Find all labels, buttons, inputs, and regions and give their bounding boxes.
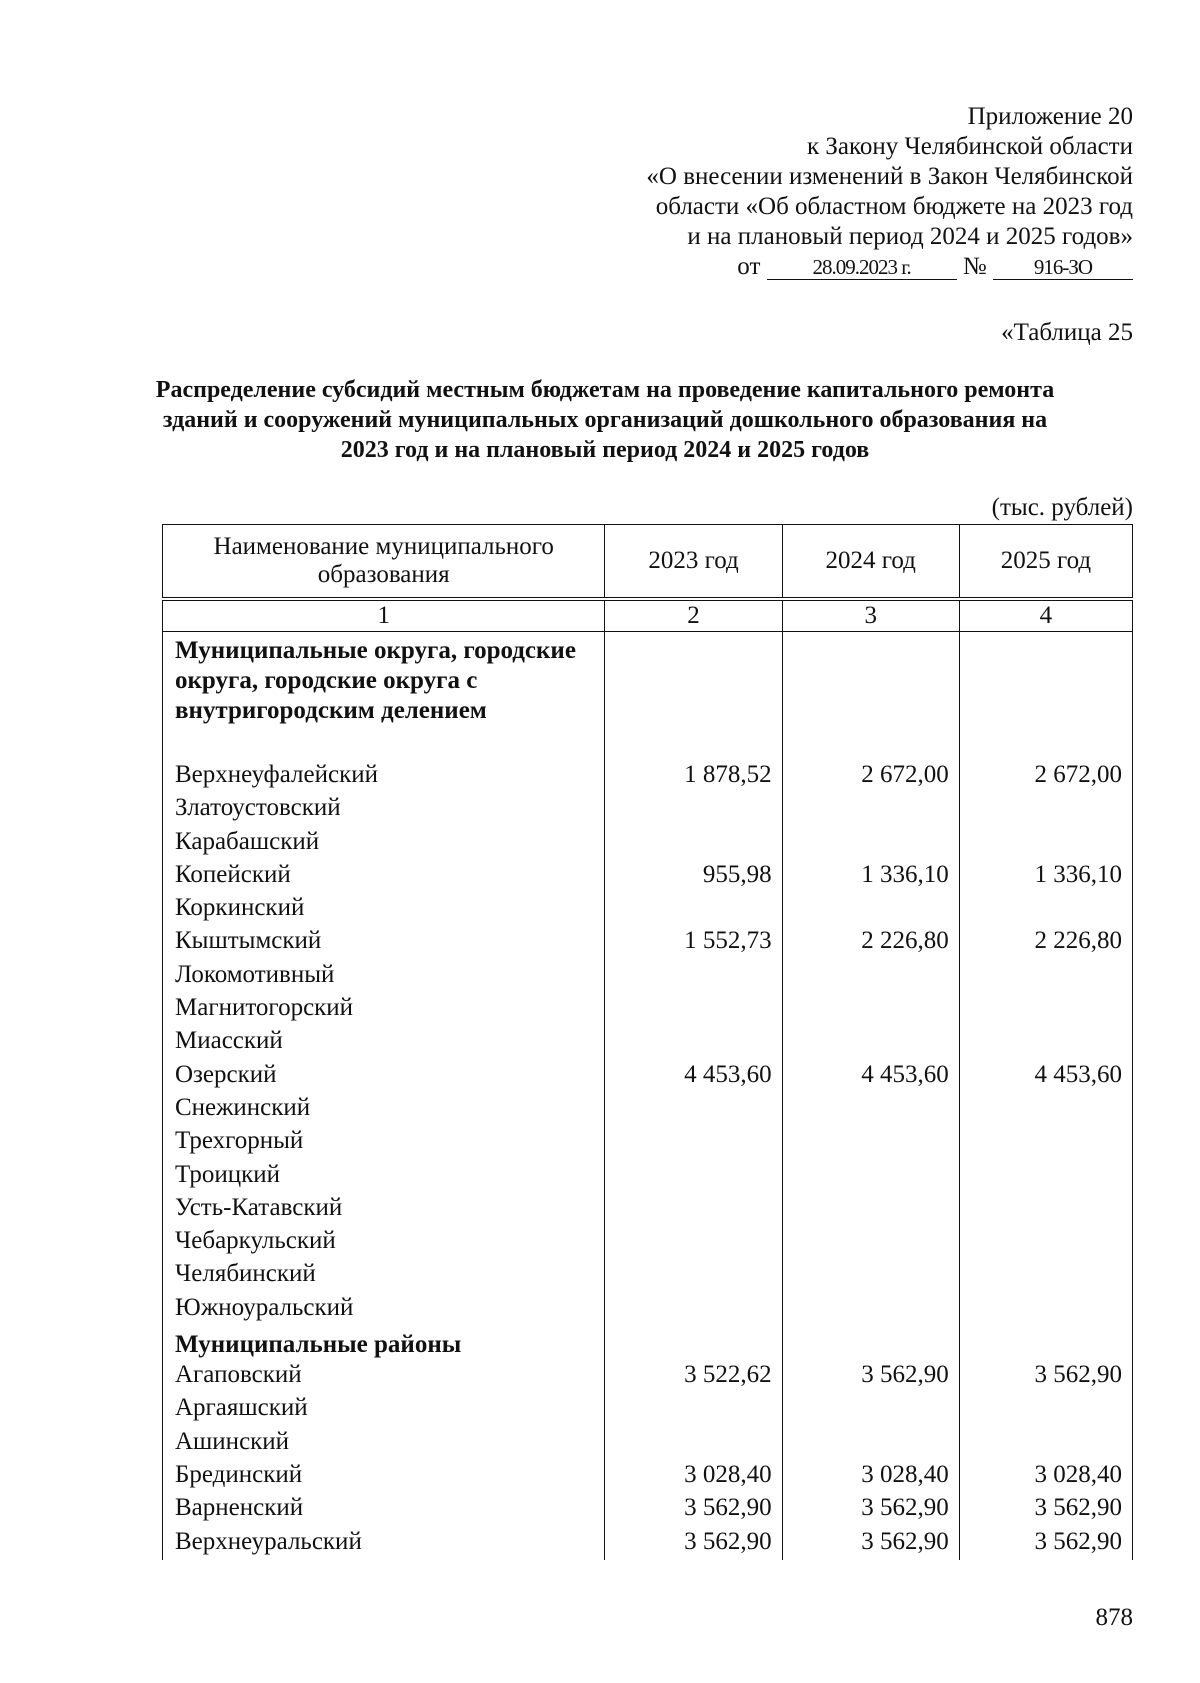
value-2023	[605, 1293, 782, 1326]
column-number: 3	[782, 599, 959, 632]
value-2025	[959, 793, 1132, 826]
column-header-2023: 2023 год	[605, 525, 782, 600]
value-2024: 4 453,60	[782, 1060, 959, 1093]
value-2023: 1 552,73	[605, 926, 782, 959]
value-2023: 3 562,90	[605, 1493, 782, 1526]
table-body	[163, 632, 1133, 1560]
value-2024	[782, 1226, 959, 1259]
value-2025: 4 453,60	[959, 1060, 1132, 1093]
table-row	[163, 1393, 1133, 1426]
table-row	[163, 1026, 1133, 1059]
value-2023	[605, 1193, 782, 1226]
value-2024	[782, 1293, 959, 1326]
empty-cell	[782, 1326, 959, 1360]
subsidy-table	[162, 524, 1133, 1560]
value-2025	[959, 1026, 1132, 1059]
value-2025	[959, 1427, 1132, 1460]
law-date-number	[573, 252, 1133, 282]
from-label: от	[737, 253, 761, 280]
municipality-name: Аргаяшский	[163, 1393, 605, 1426]
value-2023	[605, 960, 782, 993]
value-2025	[959, 1293, 1132, 1326]
municipality-name: Ашинский	[163, 1427, 605, 1460]
table-row	[163, 860, 1133, 893]
municipality-name: Локомотивный	[163, 960, 605, 993]
value-2023: 3 562,90	[605, 1527, 782, 1560]
table-row	[163, 1060, 1133, 1093]
municipality-name: Варненский	[163, 1493, 605, 1526]
table-row	[163, 893, 1133, 926]
units-label: (тыс. рублей)	[991, 494, 1133, 521]
value-2025	[959, 960, 1132, 993]
value-2025: 2 226,80	[959, 926, 1132, 959]
table-row	[163, 1093, 1133, 1126]
value-2023	[605, 1393, 782, 1426]
column-number: 4	[959, 599, 1132, 632]
value-2023	[605, 893, 782, 926]
value-2025	[959, 827, 1132, 860]
value-2023: 1 878,52	[605, 760, 782, 793]
group-row-municipal-districts	[163, 632, 1133, 761]
empty-cell	[605, 632, 782, 761]
table-row	[163, 1427, 1133, 1460]
value-2024: 2 226,80	[782, 926, 959, 959]
value-2025	[959, 1259, 1132, 1292]
header-line: и на плановый период 2024 и 2025 годов»	[687, 223, 1133, 250]
value-2024: 3 028,40	[782, 1460, 959, 1493]
municipality-name: Верхнеуральский	[163, 1527, 605, 1560]
value-2023	[605, 1093, 782, 1126]
value-2025	[959, 1226, 1132, 1259]
header-line: к Закону Челябинской области	[807, 133, 1133, 160]
municipality-name: Кыштымский	[163, 926, 605, 959]
page-number: 878	[1095, 1604, 1133, 1631]
value-2025	[959, 1393, 1132, 1426]
table-row	[163, 1460, 1133, 1493]
empty-cell	[782, 632, 959, 761]
value-2023	[605, 1259, 782, 1292]
table-row	[163, 1126, 1133, 1159]
table-row	[163, 827, 1133, 860]
table-row	[163, 1527, 1133, 1560]
municipality-name: Снежинский	[163, 1093, 605, 1126]
municipality-name: Златоустовский	[163, 793, 605, 826]
municipality-name: Коркинский	[163, 893, 605, 926]
value-2025	[959, 993, 1132, 1026]
table-row	[163, 993, 1133, 1026]
value-2025: 2 672,00	[959, 760, 1132, 793]
table-row	[163, 1259, 1133, 1292]
value-2025: 1 336,10	[959, 860, 1132, 893]
value-2024	[782, 1259, 959, 1292]
table-row	[163, 1160, 1133, 1193]
municipality-name: Брединский	[163, 1460, 605, 1493]
municipality-name: Миасский	[163, 1026, 605, 1059]
value-2023	[605, 1026, 782, 1059]
empty-cell	[959, 632, 1132, 761]
number-label: №	[962, 253, 987, 280]
municipality-name: Копейский	[163, 860, 605, 893]
group-title: Муниципальные районы	[163, 1326, 605, 1360]
value-2024	[782, 827, 959, 860]
law-date: 28.09.2023 г.	[767, 255, 957, 280]
column-number: 2	[605, 599, 782, 632]
value-2025: 3 562,90	[959, 1360, 1132, 1393]
municipality-name: Троицкий	[163, 1160, 605, 1193]
value-2025	[959, 1160, 1132, 1193]
municipality-name: Верхнеуфалейский	[163, 760, 605, 793]
column-header-2024: 2024 год	[782, 525, 959, 600]
appendix-title: Приложение 20	[967, 103, 1133, 130]
value-2024	[782, 1427, 959, 1460]
municipality-name: Челябинский	[163, 1259, 605, 1292]
value-2023	[605, 1427, 782, 1460]
value-2024	[782, 1393, 959, 1426]
law-number: 916-ЗО	[993, 255, 1133, 280]
column-number: 1	[163, 599, 605, 632]
value-2024	[782, 1193, 959, 1226]
value-2024	[782, 960, 959, 993]
table-row	[163, 926, 1133, 959]
value-2024	[782, 1126, 959, 1159]
value-2024: 2 672,00	[782, 760, 959, 793]
municipality-name: Озерский	[163, 1060, 605, 1093]
table-row	[163, 793, 1133, 826]
table-row	[163, 1193, 1133, 1226]
value-2024	[782, 1026, 959, 1059]
value-2023: 3 522,62	[605, 1360, 782, 1393]
appendix-header	[573, 102, 1133, 282]
value-2025: 3 028,40	[959, 1460, 1132, 1493]
municipality-name: Трехгорный	[163, 1126, 605, 1159]
table-row	[163, 1226, 1133, 1259]
value-2023: 955,98	[605, 860, 782, 893]
table-row	[163, 1360, 1133, 1393]
value-2025	[959, 893, 1132, 926]
value-2024	[782, 793, 959, 826]
value-2023	[605, 993, 782, 1026]
value-2023: 3 028,40	[605, 1460, 782, 1493]
table-row	[163, 760, 1133, 793]
table-row	[163, 1493, 1133, 1526]
value-2025	[959, 1093, 1132, 1126]
municipality-name: Магнитогорский	[163, 993, 605, 1026]
table-row	[163, 960, 1133, 993]
value-2023	[605, 1126, 782, 1159]
municipality-name: Южноуральский	[163, 1293, 605, 1326]
value-2023	[605, 793, 782, 826]
value-2023	[605, 1160, 782, 1193]
municipality-name: Усть-Катавский	[163, 1193, 605, 1226]
header-line: области «Об областном бюджете на 2023 год	[655, 193, 1133, 220]
value-2025	[959, 1126, 1132, 1159]
value-2024	[782, 993, 959, 1026]
value-2025: 3 562,90	[959, 1527, 1132, 1560]
table-header-row	[163, 525, 1133, 600]
value-2023: 4 453,60	[605, 1060, 782, 1093]
value-2024: 3 562,90	[782, 1527, 959, 1560]
table-row	[163, 1293, 1133, 1326]
group-row-municipal-areas	[163, 1326, 1133, 1360]
group-title: Муниципальные округа, городские округа, городские округа с внутригородским делением	[163, 632, 605, 761]
value-2024: 1 336,10	[782, 860, 959, 893]
column-number-row	[163, 599, 1133, 632]
empty-cell	[959, 1326, 1132, 1360]
value-2024	[782, 1093, 959, 1126]
value-2024: 3 562,90	[782, 1360, 959, 1393]
column-header-2025: 2025 год	[959, 525, 1132, 600]
municipality-name: Чебаркульский	[163, 1226, 605, 1259]
municipality-name: Агаповский	[163, 1360, 605, 1393]
empty-cell	[605, 1326, 782, 1360]
value-2023	[605, 1226, 782, 1259]
municipality-name: Карабашский	[163, 827, 605, 860]
value-2025: 3 562,90	[959, 1493, 1132, 1526]
value-2025	[959, 1193, 1132, 1226]
document-title: Распределение субсидий местным бюджетам на проведение капитального ремонта зданий и сооружений муниципальных организаций дошкольного образования на 2023 год и на плановый период 2024 и 2025 годов	[155, 377, 1055, 463]
value-2024: 3 562,90	[782, 1493, 959, 1526]
value-2024	[782, 893, 959, 926]
value-2024	[782, 1160, 959, 1193]
column-header-name: Наименование муниципального образования	[163, 525, 605, 600]
header-line: «О внесении изменений в Закон Челябинской	[646, 163, 1133, 190]
value-2023	[605, 827, 782, 860]
table-reference: «Таблица 25	[1001, 319, 1133, 346]
